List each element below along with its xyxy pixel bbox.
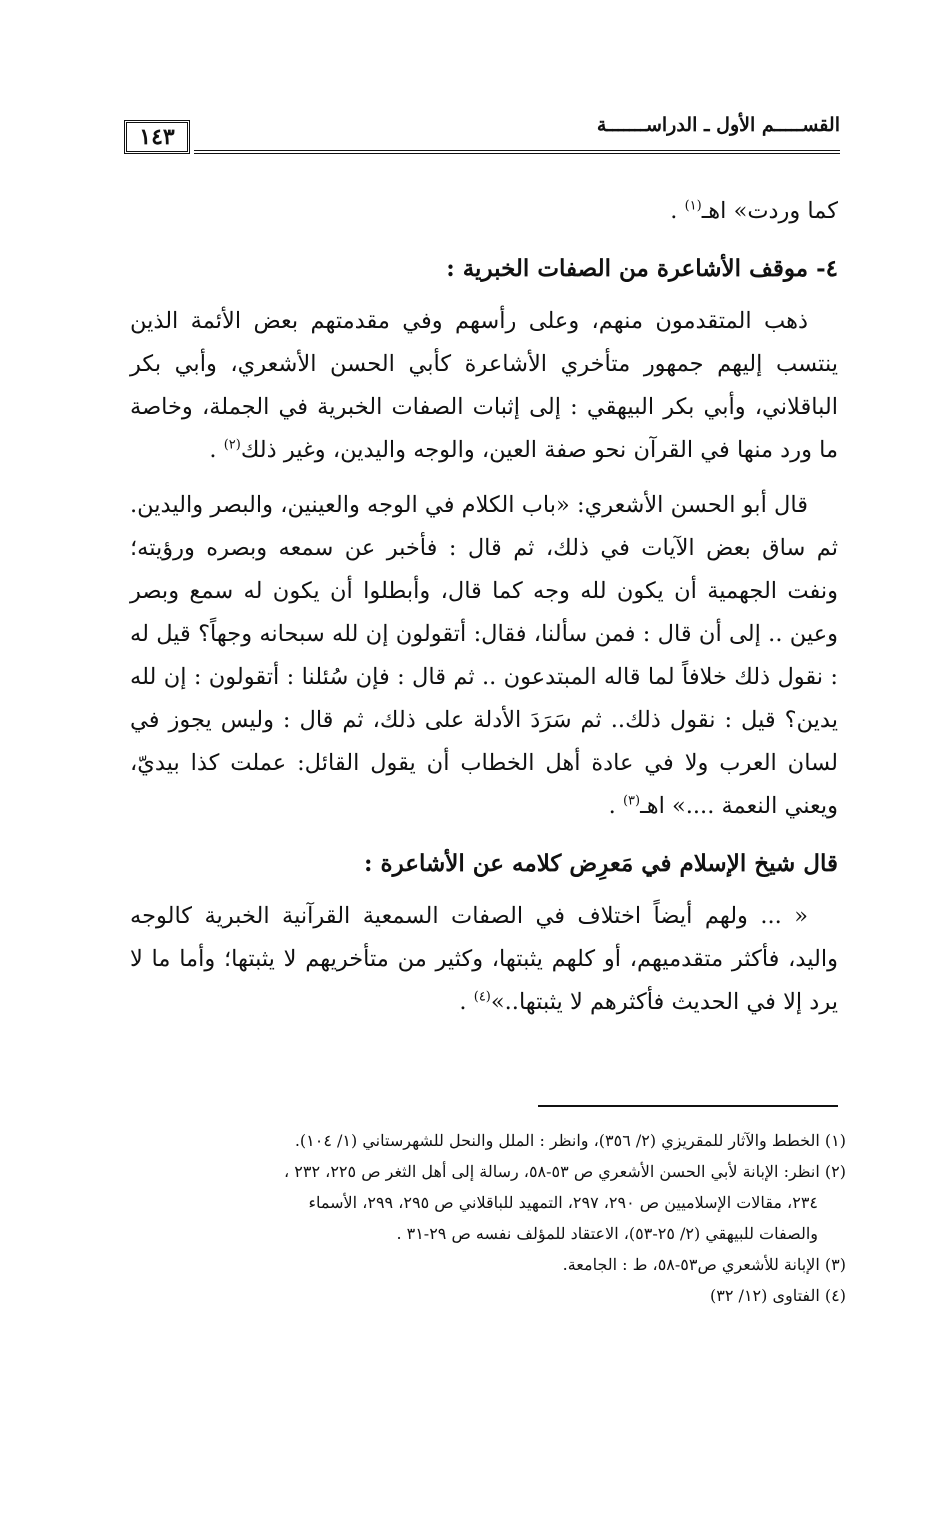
paragraph-3 [130,895,838,1024]
footnote-ref-4: (٤) [473,989,491,1005]
header-rule [194,150,840,154]
paragraph-1-end: . [209,437,217,463]
footnote-ref-3: (٣) [622,793,641,809]
header-title: القســـــم الأول ـ الدراســـــــة [596,114,840,136]
footnote-ref-2: (٢) [223,437,241,453]
footnote-1: (١) الخطط والآثار للمقريزي (٢/ ٣٥٦)، وانظر : الملل والنحل للشهرستاني (١/ ١٠٤). [294,1131,846,1150]
footnote-ref-1: (١) [684,198,702,214]
paragraph-2-end: . [608,793,616,819]
paragraph-3-end: . [459,989,467,1015]
footnote-4: (٤) الفتاوى (١٢/ ٣٢) [710,1286,846,1305]
paragraph-2-text: قال أبو الحسن الأشعري: «باب الكلام في الوجه والعينين، والبصر واليدين. ثم ساق بعض الآيات في ذلك، ثم قال : فأخبر عن سمعه وبصره ورؤيته؛ ونفت الجهمية أن يكون لله وجه كما قال، وأبطلوا أن يكون له سمع وبصر وعين .. إلى أن قال : فمن سألنا، فقال: أتقولون إن لله سبحانه وجهاً؟ قيل له : نقول ذلك خلافاً لما قاله المبتدعون .. ثم قال : فإن سُئلنا : أتقولون : إن لله يدين؟ قيل : نقول ذلك.. ثم سَرَدَ الأدلة على ذلك، ثم قال : وليس يجوز في لسان العرب ولا في عادة أهل الخطاب أن يقول القائل: عملت كذا بيديّ، ويعني النعمة ....» اهـ [130,492,838,819]
footnote-2-line-3: والصفات للبيهقي (٢/ ٢٥-٥٣)، الاعتقاد للمؤلف نفسه ص ٢٩-٣١ . [396,1224,818,1243]
section-heading-ashaira: ٤- موقف الأشاعرة من الصفات الخبرية : [446,255,838,282]
paragraph-1 [130,300,838,472]
footnote-2-line-1: (٢) انظر: الإبانة لأبي الحسن الأشعري ص ٥٣-٥٨، رسالة إلى أهل الثغر ص ٢٢٥، ٢٣٢ ، [284,1162,846,1181]
running-header [124,112,840,162]
page-number: ١٤٣ [124,120,190,154]
footnotes [130,1125,846,1311]
opening-line-text: كما وردت» اهـ [701,198,838,224]
opening-line-end: . [670,198,678,224]
main-text [130,190,838,1024]
footnote-3: (٣) الإبانة للأشعري ص٥٣-٥٨، ط : الجامعة. [562,1255,846,1274]
paragraph-2 [130,484,838,828]
footnote-2-line-2: ٢٣٤، مقالات الإسلاميين ص ٢٩٠، ٢٩٧، التمهيد للباقلاني ص ٢٩٥، ٢٩٩، الأسماء [308,1193,818,1212]
footnote-separator [538,1105,838,1107]
paragraph-3-text: « ... ولهم أيضاً اختلاف في الصفات السمعية القرآنية الخبرية كالوجه واليد، فأكثر متقدميهم، أو كلهم يثبتها، وكثير من متأخريهم لا يثبتها؛ وأما ما لا يرد إلا في الحديث فأكثرهم لا يثبتها..» [130,903,838,1015]
section-heading-shaykh: قال شيخ الإسلام في مَعرِض كلامه عن الأشاعرة : [364,850,838,877]
opening-line [130,190,838,233]
paragraph-1-text: ذهب المتقدمون منهم، وعلى رأسهم وفي مقدمتهم بعض الأئمة الذين ينتسب إليهم جمهور متأخري الأشاعرة كأبي الحسن الأشعري، وأبي بكر الباقلاني، وأبي بكر البيهقي : إلى إثبات الصفات الخبرية في الجملة، وخاصة ما ورد منها في القرآن نحو صفة العين، والوجه واليدين، وغير ذلك [130,308,838,463]
